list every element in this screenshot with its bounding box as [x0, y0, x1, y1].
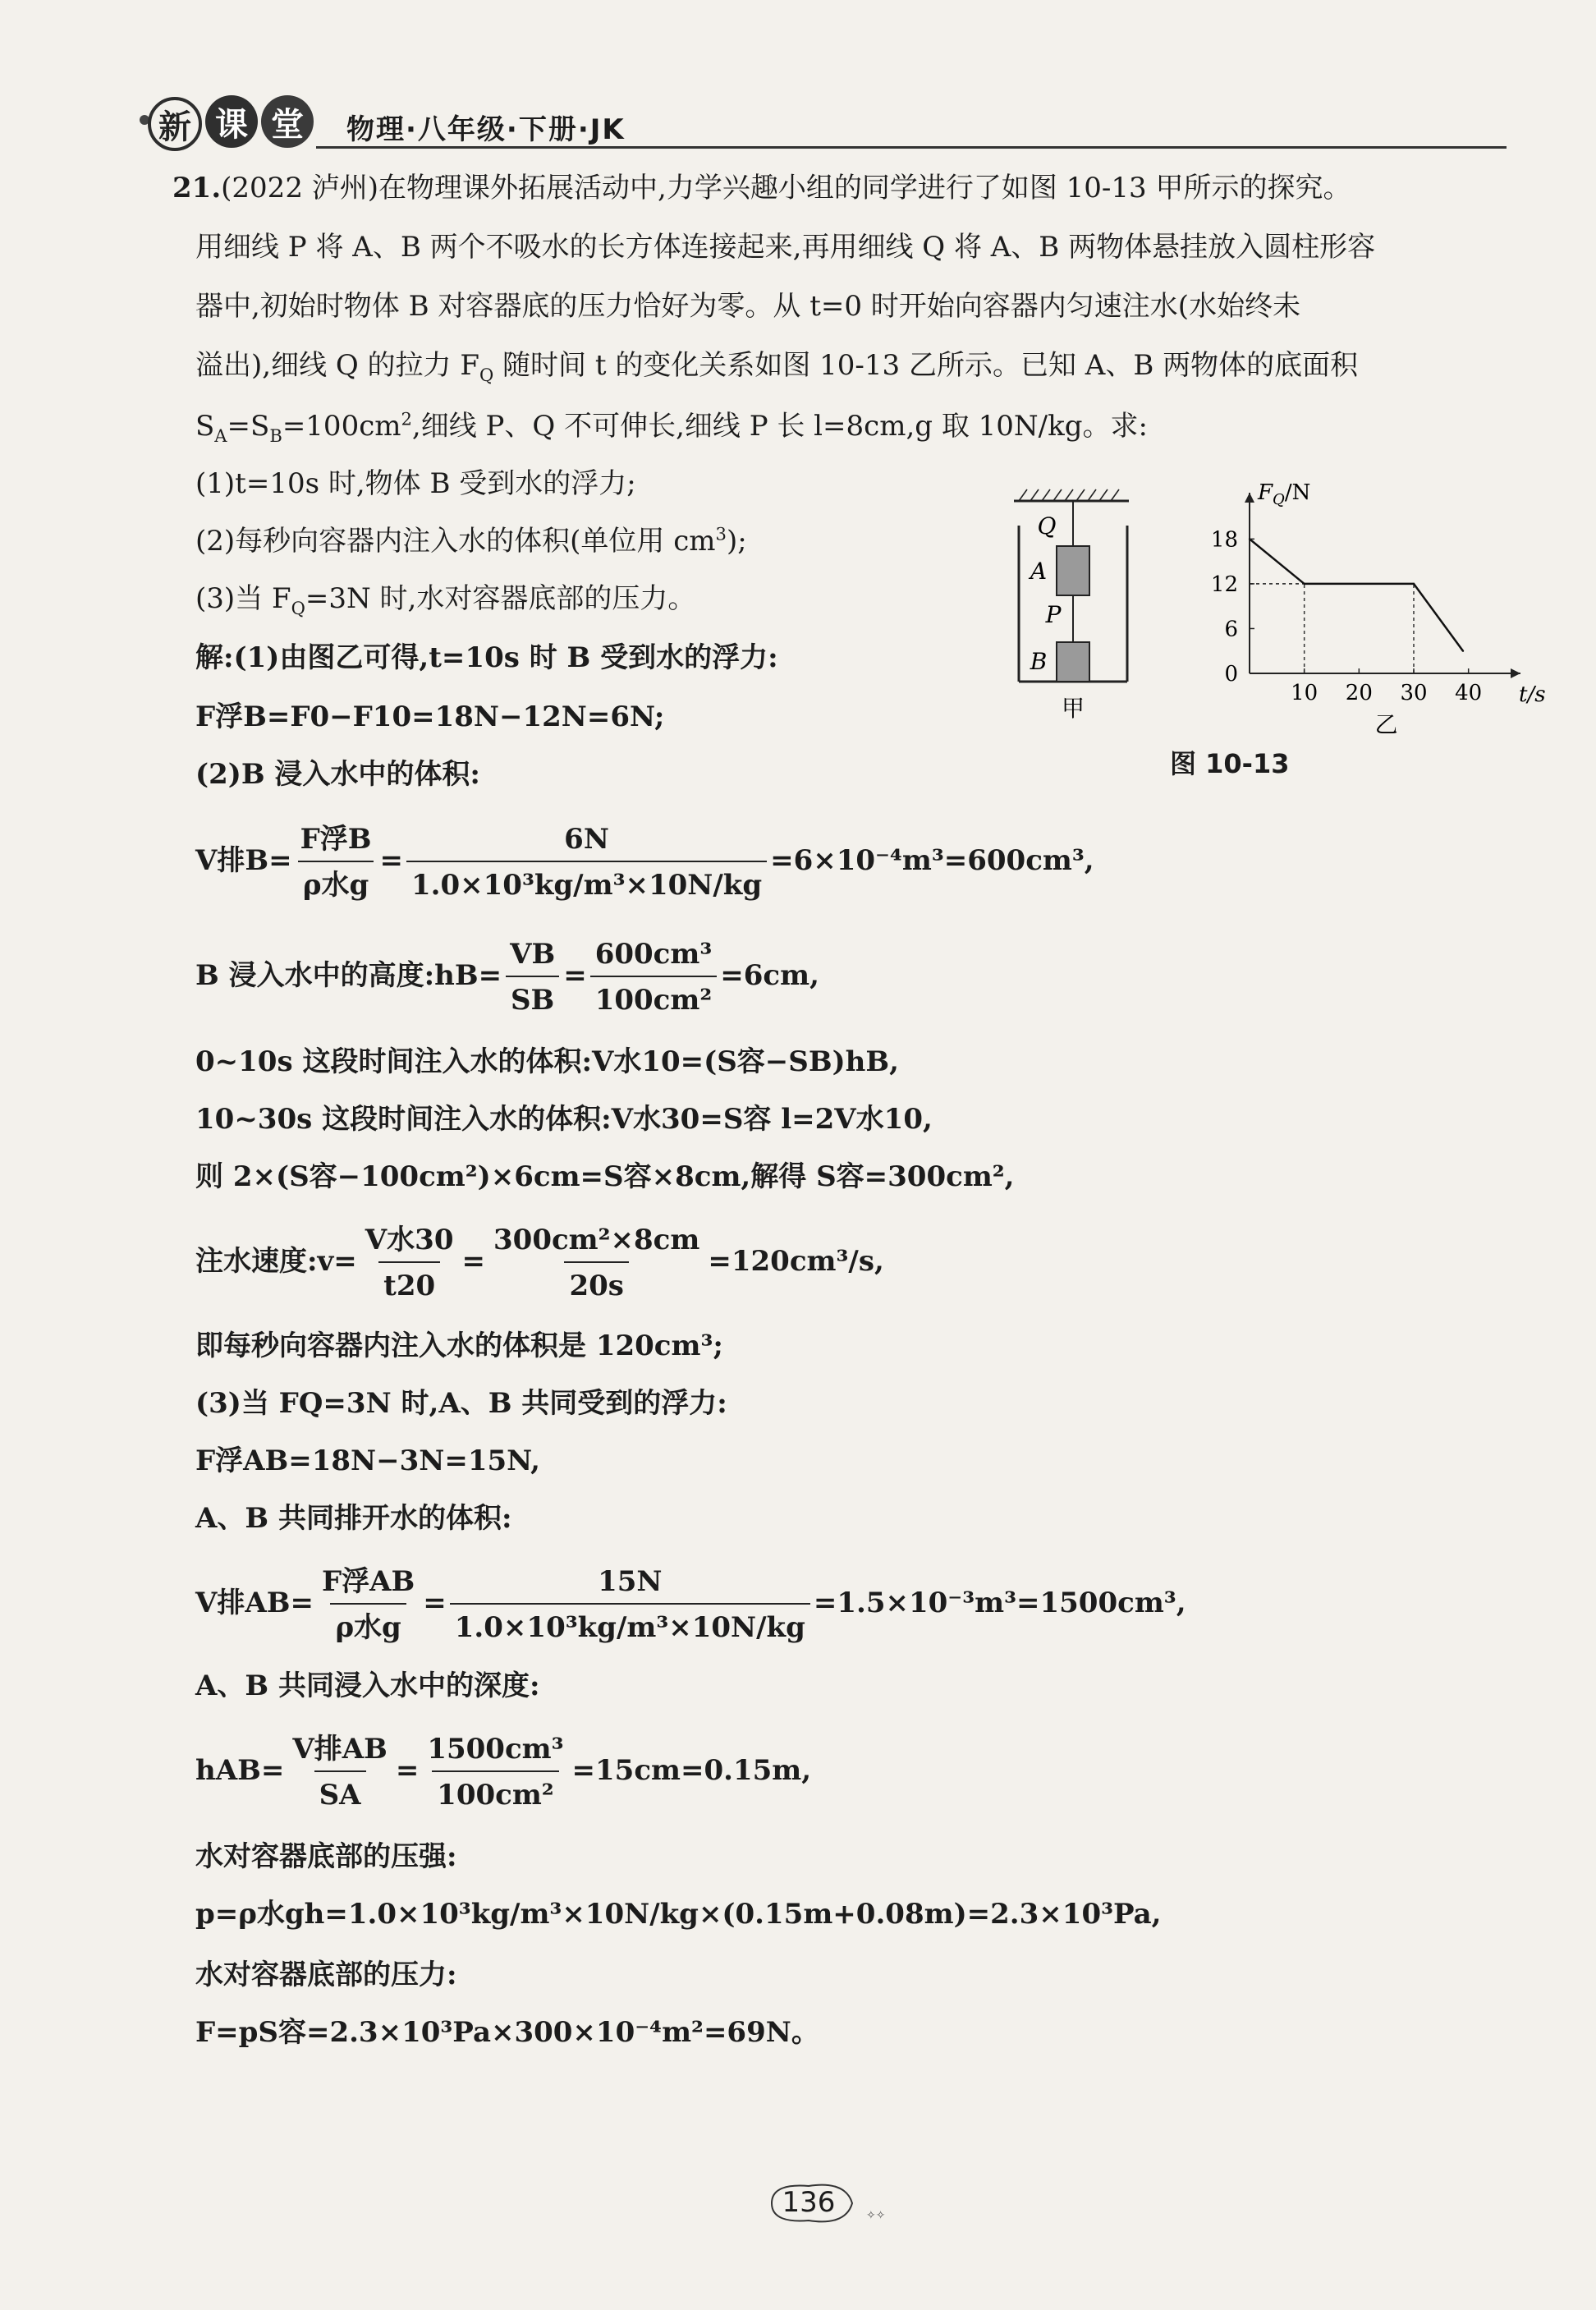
- x-tick-label: 40: [1455, 681, 1483, 705]
- problem-line-1: [172, 171, 1351, 205]
- y-axis-label: $F_Q/N$: [1258, 480, 1311, 508]
- question-2: [195, 524, 747, 558]
- s14-lhs: V排AB=: [195, 1587, 314, 1619]
- header-rule: [316, 146, 1507, 149]
- logo-char-3: 堂: [261, 95, 314, 148]
- page-header: [140, 90, 1507, 156]
- solution-line-19: 水对容器底部的压力:: [195, 1959, 457, 1991]
- block-a: [1057, 546, 1089, 595]
- figure-jia: [1006, 485, 1149, 723]
- solution-line-1: 解:(1)由图乙可得,t=10s 时 B 受到水的浮力:: [195, 641, 778, 674]
- caption-jia: 甲: [1061, 695, 1085, 722]
- solution-line-7: 10~30s 这段时间注入水的体积:V水30=S容 l=2V水10,: [195, 1103, 933, 1136]
- s4-fraction-2: [406, 821, 767, 903]
- chart-axes: [1245, 480, 1546, 738]
- series-line-fq: [1250, 539, 1463, 650]
- solution-line-15: A、B 共同浸入水中的深度:: [195, 1669, 540, 1702]
- s16-f2-den: 100cm²: [432, 1770, 559, 1813]
- star-icon: ✧✧: [866, 2209, 886, 2222]
- label-b: B: [1030, 648, 1048, 675]
- series-point: [1462, 650, 1464, 652]
- logo-char-2: 课: [205, 95, 258, 148]
- problem-line-4: [195, 348, 1358, 383]
- question-3-subscript: Q: [291, 597, 305, 618]
- s16-f1-num: V排AB: [292, 1733, 388, 1766]
- question-2-text: (2)每秒向容器内注入水的体积(单位用 cm: [195, 525, 716, 558]
- problem-source: (2022 泸州): [221, 172, 379, 204]
- s14-f1-num: F浮AB: [322, 1565, 415, 1598]
- label-q: Q: [1037, 512, 1057, 540]
- label-p: P: [1045, 601, 1062, 628]
- x-tick-label: 10: [1291, 681, 1319, 705]
- area-exponent: 2: [401, 408, 412, 429]
- logo-char-1: 新: [148, 97, 202, 151]
- s9-f1-den: t20: [378, 1261, 440, 1304]
- question-3-text: (3)当 F: [195, 582, 291, 615]
- problem-line-5: [195, 408, 1148, 446]
- s9-lhs: 注水速度:v=: [195, 1245, 357, 1278]
- fq-subscript: Q: [479, 364, 494, 385]
- s5-rhs: =6cm,: [720, 959, 819, 992]
- s9-rhs: =120cm³/s,: [708, 1245, 884, 1278]
- solution-line-18: p=ρ水gh=1.0×10³kg/m³×10N/kg×(0.15m+0.08m)=2.3×10³Pa,: [195, 1898, 1162, 1931]
- s4-rhs: =6×10⁻⁴m³=600cm³,: [770, 844, 1094, 877]
- s14-rhs: =1.5×10⁻³m³=1500cm³,: [813, 1587, 1186, 1619]
- chart-series: [1249, 538, 1464, 652]
- s16-f2-num: 1500cm³: [427, 1733, 564, 1766]
- ceiling-hatch: [1019, 489, 1119, 501]
- s16-fraction-2: [422, 1731, 568, 1813]
- solution-line-16: hAB= $\frac{\text{V排AB}}{SA}$ = $\frac{\text{1500cm³}}{\text{100cm²}}$ =15cm=0.15m,: [195, 1733, 812, 1812]
- problem-text-4b: 随时间 t 的变化关系如图 10-13 乙所示。已知 A、B 两物体的底面积: [493, 349, 1359, 382]
- chart-ticks: [1211, 527, 1482, 705]
- s5-f1-den: SB: [506, 976, 559, 1018]
- label-a: A: [1030, 558, 1048, 585]
- problem-number: 21.: [172, 172, 222, 204]
- s4-f1-num: F浮B: [300, 823, 372, 856]
- solution-line-5: B 浸入水中的高度:hB= $\frac{VB}{SB}$ = $\frac{\text{600cm³}}{\text{100cm²}}$ =6cm,: [195, 938, 819, 1017]
- y-tick-label: 0: [1224, 662, 1238, 687]
- s5-fraction-2: [590, 936, 718, 1018]
- y-axis-arrow: [1245, 493, 1254, 503]
- x-tick-label: 30: [1400, 681, 1428, 705]
- solution-line-2: F浮B=F0−F10=18N−12N=6N;: [195, 700, 665, 733]
- sb-subscript: B: [269, 425, 282, 446]
- solution-line-8: 则 2×(S容−100cm²)×6cm=S容×8cm,解得 S容=300cm²,: [195, 1160, 1015, 1193]
- question-2-end: );: [726, 525, 747, 558]
- s4-fraction-1: [296, 821, 377, 903]
- s5-f1-num: VB: [510, 938, 556, 971]
- question-3: [195, 581, 695, 616]
- s16-f1-den: SA: [314, 1770, 366, 1813]
- block-b: [1057, 642, 1089, 682]
- s14-f2-den: 1.0×10³kg/m³×10N/kg: [450, 1603, 810, 1646]
- y-tick-label: 6: [1224, 617, 1238, 642]
- series-logo: [140, 90, 328, 153]
- s14-f2-num: 15N: [598, 1565, 663, 1598]
- s5-f2-num: 600cm³: [594, 938, 713, 971]
- sb-symbol: =S: [227, 410, 270, 443]
- problem-line-2: 用细线 P 将 A、B 两个不吸水的长方体连接起来,再用细线 Q 将 A、B 两物体悬挂放入圆柱形容: [195, 231, 1376, 264]
- solution-line-9: 注水速度:v= $\frac{\text{V水30}}{t20}$ = $\frac{\text{300cm²×8cm}}{20s}$ =120cm³/s,: [195, 1224, 884, 1302]
- page-number-badge: [755, 2178, 887, 2229]
- s9-f2-num: 300cm²×8cm: [493, 1224, 700, 1256]
- y-tick-label: 12: [1210, 572, 1238, 597]
- figure-jia-drawing: [1006, 485, 1149, 723]
- question-3-end: =3N 时,水对容器底部的压力。: [305, 582, 696, 615]
- problem-line-3: 器中,初始时物体 B 对容器底的压力恰好为零。从 t=0 时开始向容器内匀速注水(水始终未: [195, 290, 1301, 323]
- x-axis-label: t/s: [1519, 682, 1546, 707]
- s5-f2-den: 100cm²: [590, 976, 718, 1018]
- series-point: [1303, 583, 1305, 585]
- solution-line-20: F=pS容=2.3×10³Pa×300×10⁻⁴m²=69N。: [195, 2016, 819, 2049]
- question-2-exponent: 3: [715, 523, 727, 544]
- solution-line-17: 水对容器底部的压强:: [195, 1840, 457, 1873]
- s4-f2-den: 1.0×10³kg/m³×10N/kg: [406, 861, 767, 903]
- page-number: 136: [782, 2186, 836, 2219]
- s9-f2-den: 20s: [564, 1261, 628, 1304]
- s5-fraction-1: [505, 936, 560, 1018]
- figure-yi-chart: [1182, 472, 1546, 739]
- series-point: [1413, 583, 1415, 585]
- s14-f1-den: ρ水g: [330, 1603, 406, 1646]
- sa-subscript: A: [214, 425, 227, 446]
- area-value: =100cm: [282, 410, 401, 443]
- problem-text-5: ,细线 P、Q 不可伸长,细线 P 长 l=8cm,g 取 10N/kg。求:: [411, 410, 1148, 443]
- chart-svg: [1182, 472, 1546, 739]
- s9-fraction-1: [360, 1222, 459, 1304]
- s16-fraction-1: [287, 1731, 392, 1813]
- question-1: (1)t=10s 时,物体 B 受到水的浮力;: [195, 467, 636, 500]
- s5-lhs: B 浸入水中的高度:hB=: [195, 959, 502, 992]
- s14-fraction-2: [450, 1564, 810, 1646]
- solution-line-4: V排B= $\frac{\text{F浮B}}{\text{ρ水g}}$ = $\frac{6N}{\text{1.0×10³kg/m³×10N/kg}}$ =6×10⁻⁴m³=600cm³,: [195, 823, 1094, 902]
- s16-rhs: =15cm=0.15m,: [571, 1754, 812, 1787]
- solution-line-11: (3)当 FQ=3N 时,A、B 共同受到的浮力:: [195, 1387, 727, 1420]
- s9-f1-num: V水30: [365, 1224, 454, 1256]
- s4-f2-num: 6N: [564, 823, 609, 856]
- problem-text-4a: 溢出),细线 Q 的拉力 F: [195, 349, 479, 382]
- figure-caption: 图 10-13: [1170, 748, 1290, 779]
- problem-text-1: 在物理课外拓展活动中,力学兴趣小组的同学进行了如图 10-13 甲所示的探究。: [378, 172, 1351, 204]
- s14-fraction-1: [317, 1564, 420, 1646]
- book-title: 物理·八年级·下册·JK: [346, 113, 626, 146]
- s9-fraction-2: [488, 1222, 704, 1304]
- caption-yi: 乙: [1374, 711, 1398, 738]
- solution-line-10: 即每秒向容器内注入水的体积是 120cm³;: [195, 1330, 723, 1362]
- s16-lhs: hAB=: [195, 1754, 285, 1787]
- chart-guides: [1250, 584, 1414, 673]
- solution-line-13: A、B 共同排开水的体积:: [195, 1502, 512, 1535]
- sa-symbol: S: [195, 410, 215, 443]
- solution-line-14: V排AB= $\frac{\text{F浮AB}}{\text{ρ水g}}$ = $\frac{15N}{\text{1.0×10³kg/m³×10N/kg}}$ =1.5×10⁻³m³=1500cm³,: [195, 1565, 1186, 1644]
- y-tick-label: 18: [1210, 527, 1238, 553]
- solution-line-3: (2)B 浸入水中的体积:: [195, 758, 480, 791]
- x-axis-arrow: [1511, 668, 1520, 678]
- s4-f1-den: ρ水g: [298, 861, 374, 903]
- s4-lhs: V排B=: [195, 844, 292, 877]
- solution-line-12: F浮AB=18N−3N=15N,: [195, 1444, 540, 1477]
- x-tick-label: 20: [1345, 681, 1373, 705]
- solution-line-6: 0~10s 这段时间注入水的体积:V水10=(S容−SB)hB,: [195, 1045, 899, 1078]
